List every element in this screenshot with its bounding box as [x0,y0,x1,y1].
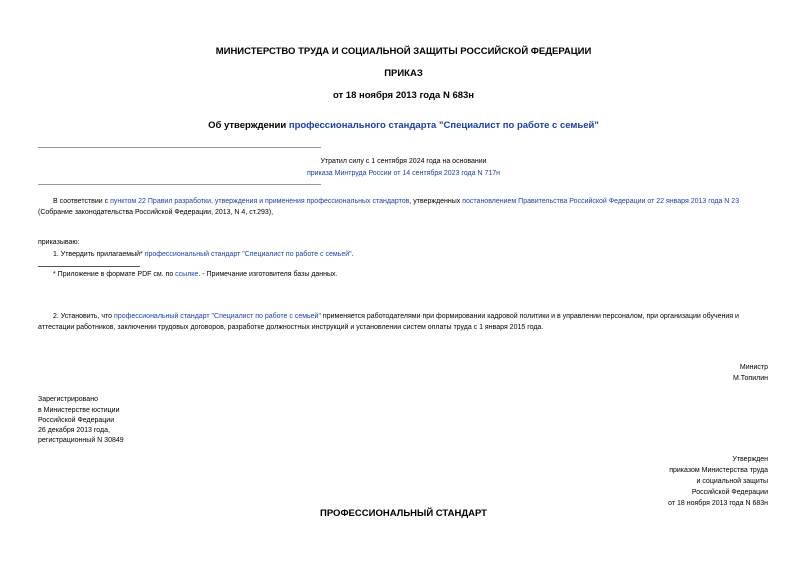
footnote: * Приложение в формате PDF см. по ссылке. - Примечание изготовителя базы данных. [53,271,338,278]
registration-line5: регистрационный N 30849 [38,437,124,444]
order-item-1: 1. Утвердить прилагаемый* профессиональный стандарт "Специалист по работе с семьей". [53,251,354,258]
doc-type-heading: ПРИКАЗ [384,68,423,79]
resolution-link[interactable]: постановлением Правительства Российской Федерации от 22 января 2013 года N 23 [462,198,740,205]
subject-prefix: Об утверждении [208,120,289,131]
revocation-line1: Утратил силу с 1 сентября 2024 года на основании [320,158,487,165]
pdf-link[interactable]: ссылке [175,271,199,278]
divider-top [38,147,321,148]
divider-bottom [38,184,321,185]
standard-link-2[interactable]: профессиональный стандарт "Специалист по работе с семьей" [114,313,321,320]
preamble-line2: (Собрание законодательства Российской Федерации, 2013, N 4, ст.293), [38,209,274,216]
approval-line5: от 18 ноября 2013 года N 683н [668,500,768,507]
approval-line2: приказом Министерства труда [669,467,768,474]
standard-title: ПРОФЕССИОНАЛЬНЫЙ СТАНДАРТ [320,508,487,519]
prikazyvayu: приказываю: [38,239,80,246]
approval-line3: и социальной защиты [696,478,768,485]
subject-link[interactable]: профессионального стандарта "Специалист по работе с семьей" [288,120,599,131]
registration-line3: Российской Федерации [38,417,115,424]
approval-line1: Утвержден [732,456,768,463]
signature-name: М.Топилин [733,375,768,382]
ministry-heading: МИНИСТЕРСТВО ТРУДА И СОЦИАЛЬНОЙ ЗАЩИТЫ РОССИЙСКОЙ ФЕДЕРАЦИИ [215,46,592,57]
doc-subject [0,120,807,131]
order-item-2: 2. Установить, что профессиональный стандарт "Специалист по работе с семьей" применяется работодателями при формировании кадровой политики и в управлении персоналом, при организации обучения и [53,313,739,320]
registration-line4: 26 декабря 2013 года, [38,427,110,434]
registration-line2: в Министерстве юстиции [38,407,120,414]
revocation-link[interactable]: приказа Минтруда России от 14 сентября 2023 года N 717н [306,170,501,177]
order-item-2-line2: аттестации работников, заключении трудовых договоров, разработке должностных инструкций и установлении систем оплаты труда с 1 января 2015 года. [38,324,544,331]
preamble-line1: В соответствии с пунктом 22 Правил разработки, утверждения и применения профессиональных стандартов, утвержденных постановлением Правительства Российской Федерации от 22 января 2013 года N 23 [53,198,740,205]
approval-line4: Российской Федерации [691,489,768,496]
doc-date-number: от 18 ноября 2013 года N 683н [332,90,475,101]
rules-link[interactable]: пунктом 22 Правил разработки, утверждения и применения профессиональных стандартов [110,198,410,205]
signature-position: Министр [739,364,768,371]
registration-line1: Зарегистрировано [38,396,98,403]
standard-link-1[interactable]: профессиональный стандарт "Специалист по работе с семьей" [144,251,352,258]
footnote-divider [38,266,140,267]
